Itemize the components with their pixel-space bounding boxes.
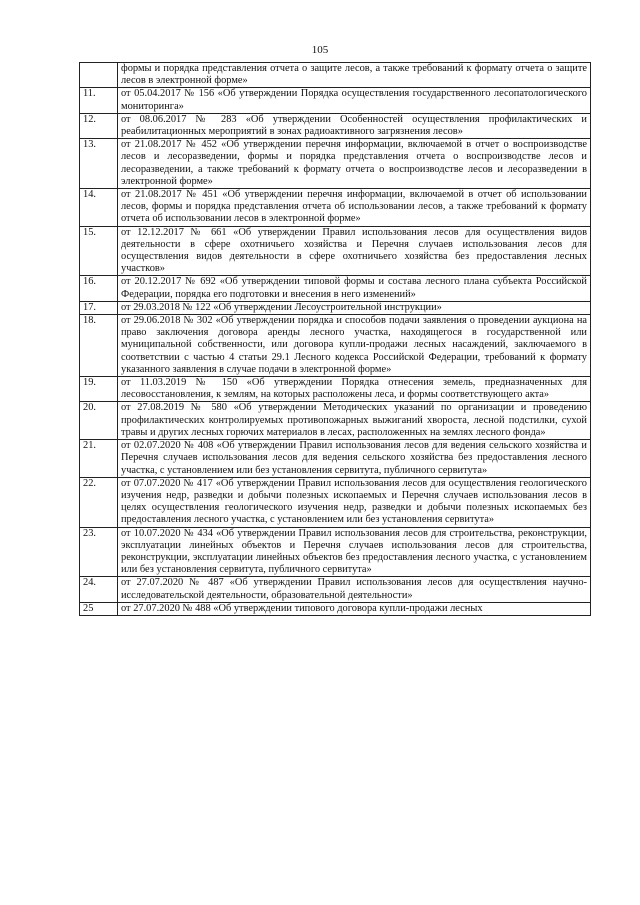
row-number: 12. [80, 113, 118, 138]
regulation-text: от 21.08.2017 № 451 «Об утверждении перечня информации, включаемой в отчет об использовании лесов, формы и порядка представления отчета об использовании лесов, а также требований к формату отчета об использовании лесов в электронной форме» [118, 189, 591, 227]
table-row [80, 577, 591, 602]
row-number: 14. [80, 189, 118, 227]
row-number: 16. [80, 276, 118, 301]
table-row [80, 527, 591, 577]
row-number: 11. [80, 88, 118, 113]
row-number: 17. [80, 301, 118, 314]
row-number: 22. [80, 477, 118, 527]
regulation-text: от 27.07.2020 № 488 «Об утверждении типового договора купли-продажи лесных [118, 602, 591, 615]
regulations-table [79, 62, 591, 616]
row-number: 20. [80, 402, 118, 440]
regulation-text: формы и порядка представления отчета о защите лесов, а также требований к формату отчета о защите лесов в электронной форме» [118, 63, 591, 88]
table-row [80, 402, 591, 440]
row-number: 21. [80, 440, 118, 478]
regulation-text: от 11.03.2019 № 150 «Об утверждении Порядка отнесения земель, предназначенных для лесовосстановления, к землям, на которых расположены леса, и формы соответствующего акта» [118, 377, 591, 402]
table-row [80, 377, 591, 402]
regulation-text: от 27.08.2019 № 580 «Об утверждении Методических указаний по организации и проведению профилактических контролируемых противопожарных выжиганий хвороста, лесной подстилки, сухой травы и других лесных горючих материалов в лесах, расположенных на землях лесного фонда» [118, 402, 591, 440]
table-row [80, 315, 591, 377]
table-row [80, 440, 591, 478]
regulation-text: от 07.07.2020 № 417 «Об утверждении Правил использования лесов для осуществления геологического изучения недр, разведки и добычи полезных ископаемых и Перечня случаев использования лесов в целях осуществления геологического изучения недр, разведки и добычи полезных ископаемых без предоставления лесного участка, с установлением или без установления сервитута» [118, 477, 591, 527]
row-number [80, 63, 118, 88]
table-row [80, 113, 591, 138]
row-number: 18. [80, 315, 118, 377]
page-number: 105 [311, 44, 329, 56]
row-number: 13. [80, 139, 118, 189]
regulation-text: от 05.04.2017 № 156 «Об утверждении Порядка осуществления государственного лесопатологического мониторинга» [118, 88, 591, 113]
regulations-table-body [80, 63, 591, 616]
regulation-text: от 29.03.2018 № 122 «Об утверждении Лесоустроительной инструкции» [118, 301, 591, 314]
row-number: 15. [80, 226, 118, 276]
table-row [80, 139, 591, 189]
regulation-text: от 20.12.2017 № 692 «Об утверждении типовой формы и состава лесного плана субъекта Российской Федерации, порядка его подготовки и внесения в него изменений» [118, 276, 591, 301]
row-number: 25 [80, 602, 118, 615]
table-row [80, 189, 591, 227]
table-row [80, 88, 591, 113]
regulation-text: от 21.08.2017 № 452 «Об утверждении перечня информации, включаемой в отчет о воспроизводстве лесов и лесоразведении, формы и порядка представления отчета о воспроизводстве лесов и лесоразведении, а также требований к формату отчета о воспроизводстве лесов и лесоразведении в электронной форме» [118, 139, 591, 189]
regulation-text: от 12.12.2017 № 661 «Об утверждении Правил использования лесов для осуществления видов деятельности в сфере охотничьего хозяйства и Перечня случаев использования лесов для осуществления видов деятельности в сфере охотничьего хозяйства без предоставления лесных участков» [118, 226, 591, 276]
table-row [80, 602, 591, 615]
row-number: 19. [80, 377, 118, 402]
row-number: 24. [80, 577, 118, 602]
regulation-text: от 27.07.2020 № 487 «Об утверждении Правил использования лесов для осуществления научно-исследовательской деятельности, образовательной деятельности» [118, 577, 591, 602]
table-row [80, 301, 591, 314]
table-row [80, 226, 591, 276]
table-row [80, 477, 591, 527]
table-row [80, 63, 591, 88]
table-row [80, 276, 591, 301]
regulation-text: от 29.06.2018 № 302 «Об утверждении порядка и способов подачи заявления о проведении аукциона на право заключения договора аренды лесного участка, находящегося в государственной или муниципальной собственности, или договора купли-продажи лесных насаждений, заключаемого в соответствии с частью 4 статьи 29.1 Лесного кодекса Российской Федерации, требований к формату указанного заявления в случае подачи в электронной форме» [118, 315, 591, 377]
regulation-text: от 08.06.2017 № 283 «Об утверждении Особенностей осуществления профилактических и реабилитационных мероприятий в зонах радиоактивного загрязнения лесов» [118, 113, 591, 138]
row-number: 23. [80, 527, 118, 577]
regulation-text: от 10.07.2020 № 434 «Об утверждении Правил использования лесов для строительства, реконструкции, эксплуатации линейных объектов и Перечня случаев использования лесов для строительства, реконструкции, эксплуатации линейных объектов без предоставления лесного участка, с установлением или без установления сервитута, публичного сервитута» [118, 527, 591, 577]
regulation-text: от 02.07.2020 № 408 «Об утверждении Правил использования лесов для ведения сельского хозяйства и Перечня случаев использования лесов для ведения сельского хозяйства без предоставления лесного участка, с установлением или без установления сервитута, публичного сервитута» [118, 440, 591, 478]
